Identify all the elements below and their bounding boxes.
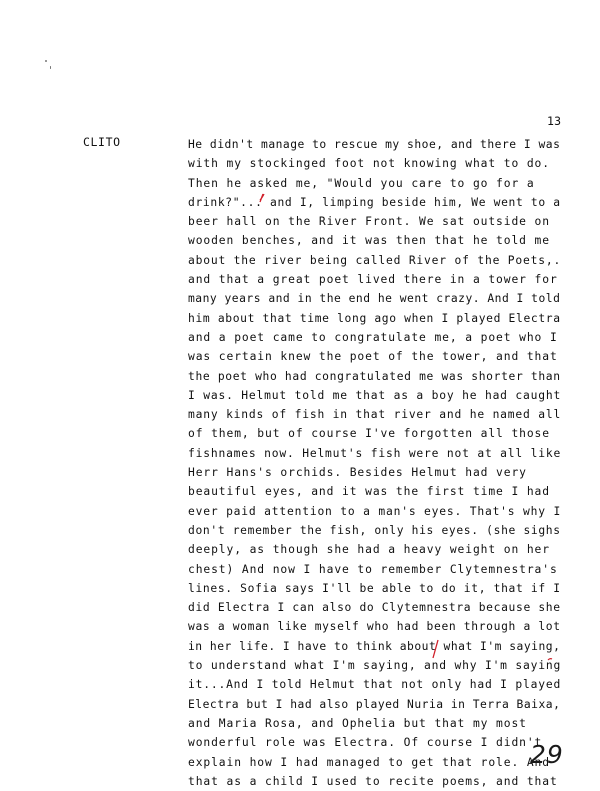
text-line: that as a child I used to recite poems, and that bbox=[188, 774, 558, 788]
text-line: fishnames now. Helmut's fish were not at all like bbox=[188, 446, 562, 460]
text-line: and Maria Rosa, and Ophelia but that my most bbox=[188, 716, 527, 730]
text-line: and a poet came to congratulate me, a poet who I bbox=[188, 330, 558, 344]
text-line: Electra but I had also played Nuria in Terra Baixa, bbox=[188, 697, 561, 711]
text-line: drink?"... and I, limping beside him, We went to a bbox=[188, 195, 561, 209]
text-line: did Electra I can also do Clytemnestra because she bbox=[188, 601, 561, 615]
text-line: wonderful role was Electra. Of course I didn't bbox=[188, 736, 543, 750]
text-line: beer hall on the River Front. We sat outside on bbox=[188, 215, 550, 229]
dialogue-text bbox=[188, 135, 560, 791]
text-line: of them, but of course I've forgotten all those bbox=[188, 427, 550, 441]
text-line: about the river being called River of the Poets,. bbox=[188, 253, 562, 267]
text-line: and that a great poet lived there in a tower for bbox=[188, 273, 558, 287]
text-line: Then he asked me, "Would you care to go for a bbox=[188, 176, 535, 190]
text-line: in her life. I have to think about what I'm saying, bbox=[188, 639, 561, 653]
text-line: I was. Helmut told me that as a boy he had caught bbox=[188, 388, 562, 402]
text-line: He didn't manage to rescue my shoe, and there I was bbox=[188, 138, 561, 151]
text-line: with my stockinged foot not knowing what to do. bbox=[188, 157, 550, 171]
text-line: lines. Sofia says I'll be able to do it, that if I bbox=[188, 581, 561, 595]
paper-speck bbox=[45, 60, 47, 62]
text-line: to understand what I'm saying, and why I'm saying bbox=[188, 659, 562, 673]
text-line: deeply, as though she had a heavy weight on her bbox=[188, 543, 550, 557]
text-line: beautiful eyes, and it was the first time I had bbox=[188, 485, 550, 499]
text-line: don't remember the fish, only his eyes. (she sighs bbox=[188, 523, 561, 537]
text-line: ever paid attention to a man's eyes. That's why I bbox=[188, 504, 562, 518]
text-line: him about that time long ago when I played Electra bbox=[188, 311, 561, 325]
text-line: chest) And now I have to remember Clytemnestra's bbox=[188, 562, 558, 576]
speaker-name: CLITO bbox=[83, 135, 121, 149]
page-number: 13 bbox=[547, 114, 562, 128]
text-line: Herr Hans's orchids. Besides Helmut had very bbox=[188, 466, 527, 480]
text-line: was a woman like myself who had been through a lot bbox=[188, 620, 561, 634]
paper-speck bbox=[50, 66, 51, 69]
text-line: it...And I told Helmut that not only had I played bbox=[188, 678, 562, 692]
handwritten-page-number: 29 bbox=[530, 740, 564, 769]
text-line: the poet who had congratulated me was shorter than bbox=[188, 369, 561, 383]
text-line: explain how I had managed to get that role. And bbox=[188, 755, 550, 769]
text-line: wooden benches, and it was then that he told me bbox=[188, 234, 550, 248]
text-line: many years and in the end he went crazy. And I told bbox=[188, 292, 561, 306]
text-line: many kinds of fish in that river and he named all bbox=[188, 408, 562, 422]
text-line: was certain knew the poet of the tower, and that bbox=[188, 350, 558, 364]
